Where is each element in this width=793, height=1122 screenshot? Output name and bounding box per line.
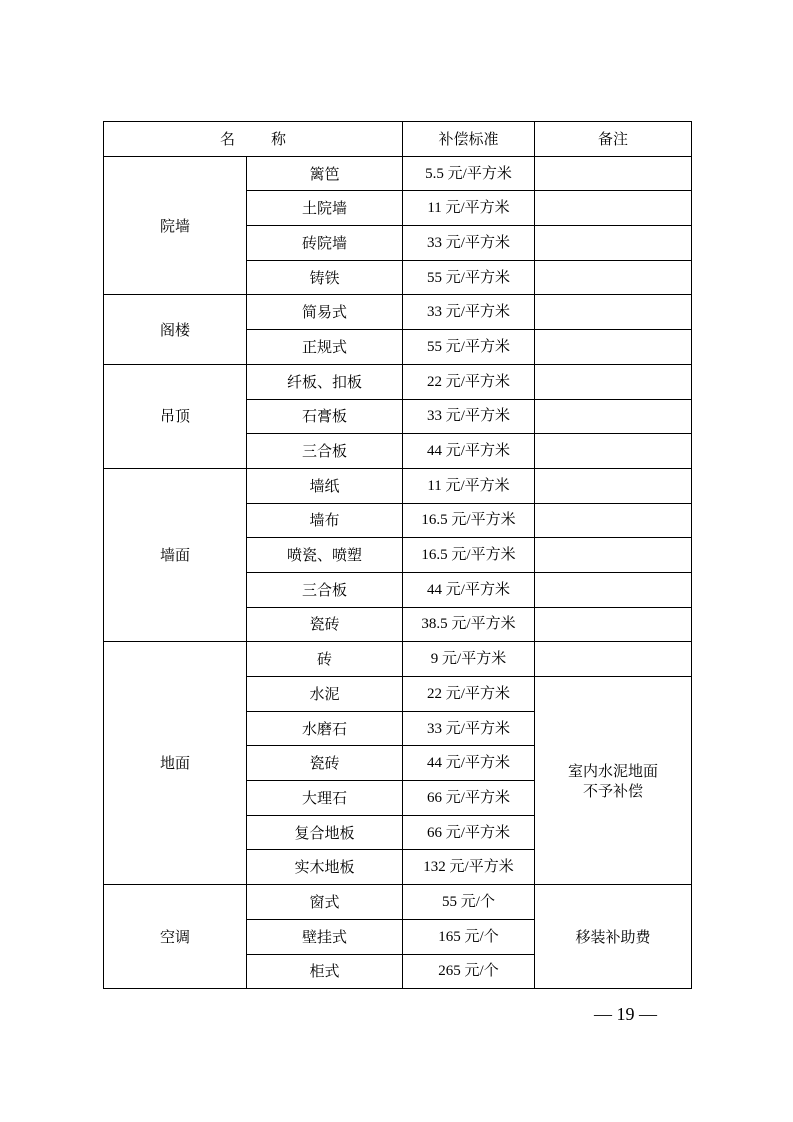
price-cell: 16.5 元/平方米	[403, 503, 535, 538]
remark-floor-line1: 室内水泥地面	[567, 761, 658, 780]
price-cell: 5.5 元/平方米	[403, 156, 535, 191]
price-cell: 38.5 元/平方米	[403, 607, 535, 642]
item-cell: 石膏板	[247, 399, 403, 434]
remark-cell	[535, 226, 692, 261]
category-cell: 吊顶	[104, 364, 247, 468]
category-cell: 空调	[104, 885, 247, 989]
remark-cell-ac: 移装补助费	[535, 885, 692, 989]
price-cell: 44 元/平方米	[403, 746, 535, 781]
item-cell: 水泥	[247, 677, 403, 712]
item-cell: 复合地板	[247, 815, 403, 850]
remark-cell	[535, 156, 692, 191]
item-cell: 窗式	[247, 885, 403, 920]
remark-cell	[535, 191, 692, 226]
item-cell: 纤板、扣板	[247, 364, 403, 399]
item-cell: 土院墙	[247, 191, 403, 226]
item-cell: 铸铁	[247, 260, 403, 295]
remark-cell	[535, 399, 692, 434]
price-cell: 11 元/平方米	[403, 468, 535, 503]
price-cell: 22 元/平方米	[403, 677, 535, 712]
item-cell: 瓷砖	[247, 746, 403, 781]
item-cell: 水磨石	[247, 711, 403, 746]
price-cell: 33 元/平方米	[403, 295, 535, 330]
remark-cell	[535, 364, 692, 399]
item-cell: 大理石	[247, 781, 403, 816]
header-remark: 备注	[535, 122, 692, 157]
price-cell: 22 元/平方米	[403, 364, 535, 399]
table-header-row	[104, 122, 692, 157]
remark-cell	[535, 295, 692, 330]
item-cell: 三合板	[247, 434, 403, 469]
item-cell: 篱笆	[247, 156, 403, 191]
price-cell: 44 元/平方米	[403, 434, 535, 469]
price-cell: 55 元/个	[403, 885, 535, 920]
item-cell: 砖	[247, 642, 403, 677]
category-cell: 阁楼	[104, 295, 247, 364]
item-cell: 喷瓷、喷塑	[247, 538, 403, 573]
price-cell: 11 元/平方米	[403, 191, 535, 226]
table-row	[104, 885, 692, 920]
item-cell: 正规式	[247, 330, 403, 365]
compensation-table	[103, 121, 692, 989]
category-cell: 院墙	[104, 156, 247, 295]
price-cell: 16.5 元/平方米	[403, 538, 535, 573]
item-cell: 瓷砖	[247, 607, 403, 642]
table-row	[104, 295, 692, 330]
item-cell: 简易式	[247, 295, 403, 330]
remark-cell	[535, 260, 692, 295]
remark-cell	[535, 642, 692, 677]
header-name	[104, 122, 403, 157]
price-cell: 66 元/平方米	[403, 781, 535, 816]
table-row	[104, 468, 692, 503]
price-cell: 132 元/平方米	[403, 850, 535, 885]
remark-cell	[535, 538, 692, 573]
header-name-part2: 称	[271, 129, 287, 148]
price-cell: 33 元/平方米	[403, 226, 535, 261]
table-row	[104, 364, 692, 399]
remark-cell	[535, 330, 692, 365]
remark-floor-line2: 不予补偿	[582, 781, 643, 800]
item-cell: 墙纸	[247, 468, 403, 503]
header-standard: 补偿标准	[403, 122, 535, 157]
item-cell: 实木地板	[247, 850, 403, 885]
item-cell: 三合板	[247, 572, 403, 607]
remark-cell	[535, 572, 692, 607]
remark-cell	[535, 607, 692, 642]
remark-cell	[535, 468, 692, 503]
item-cell: 壁挂式	[247, 919, 403, 954]
price-cell: 55 元/平方米	[403, 260, 535, 295]
table-row	[104, 642, 692, 677]
item-cell: 砖院墙	[247, 226, 403, 261]
price-cell: 33 元/平方米	[403, 399, 535, 434]
remark-cell-floor	[535, 677, 692, 885]
price-cell: 165 元/个	[403, 919, 535, 954]
price-cell: 66 元/平方米	[403, 815, 535, 850]
price-cell: 44 元/平方米	[403, 572, 535, 607]
item-cell: 墙布	[247, 503, 403, 538]
item-cell: 柜式	[247, 954, 403, 989]
remark-cell	[535, 434, 692, 469]
category-cell: 地面	[104, 642, 247, 885]
price-cell: 265 元/个	[403, 954, 535, 989]
category-cell: 墙面	[104, 468, 247, 641]
price-cell: 33 元/平方米	[403, 711, 535, 746]
price-cell: 55 元/平方米	[403, 330, 535, 365]
header-name-part1: 名	[219, 129, 235, 148]
remark-cell	[535, 503, 692, 538]
table-row	[104, 156, 692, 191]
page-number: — 19 —	[594, 1004, 657, 1024]
price-cell: 9 元/平方米	[403, 642, 535, 677]
